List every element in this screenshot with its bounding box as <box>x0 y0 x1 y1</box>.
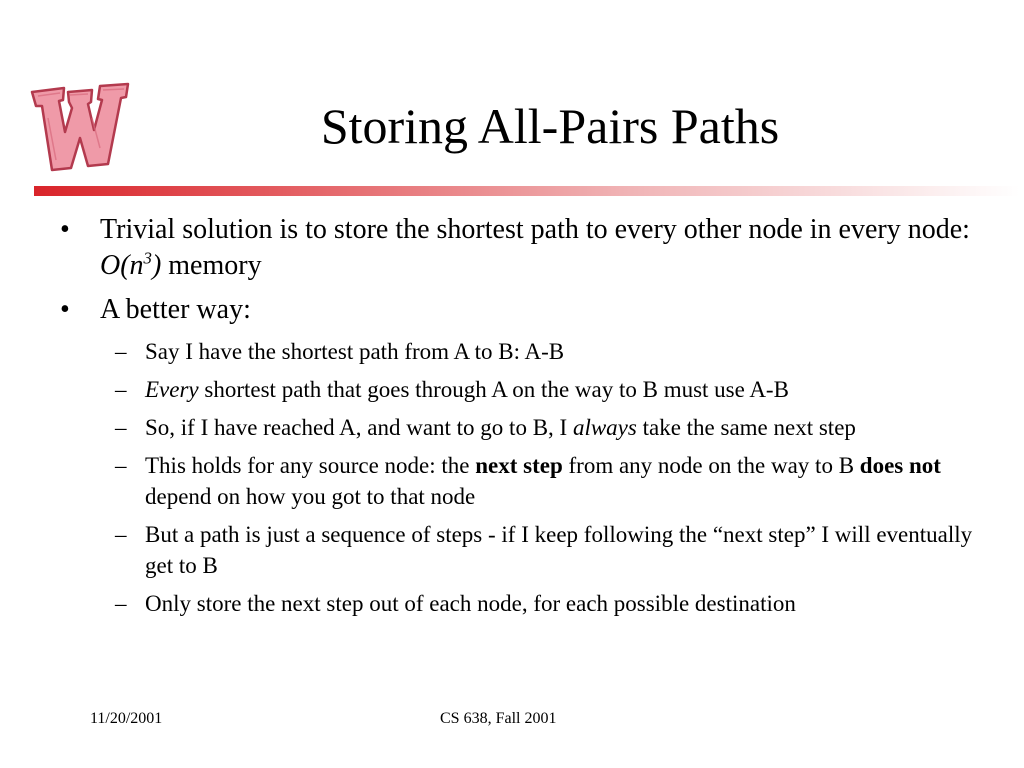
bullet-item <box>55 212 990 284</box>
slide-title: Storing All-Pairs Paths <box>320 98 780 154</box>
emphasis-text: always <box>572 415 637 440</box>
exponent: 3 <box>143 248 152 268</box>
slide-body <box>55 212 990 626</box>
bullet-item <box>55 292 990 328</box>
footer-date: 11/20/2001 <box>90 710 163 727</box>
sub-bullet-text: This holds for any source node: the <box>145 453 476 478</box>
bullet-text: A better way: <box>100 294 251 325</box>
bullet-marker: • <box>60 294 70 325</box>
sub-bullet-marker: – <box>115 415 127 440</box>
sub-bullet-text: Say I have the shortest path from A to B: A-B <box>145 339 565 364</box>
sub-bullet-item <box>55 336 990 367</box>
sub-bullet-text: But a path is just a sequence of steps - if I keep following the “next step” I will eventually get to B <box>145 522 973 578</box>
sub-bullet-item <box>55 412 990 443</box>
bold-text: next step <box>475 453 563 478</box>
sub-bullet-text: Only store the next step out of each node, for each possible destination <box>145 591 796 616</box>
sub-bullet-text-suffix: depend on how you got to that node <box>145 484 476 509</box>
sub-bullet-marker: – <box>115 339 127 364</box>
motion-w-logo-icon <box>30 78 130 178</box>
bullet-marker: • <box>60 214 70 245</box>
complexity-math: $O(n^3)$ <box>100 248 162 281</box>
footer-course: CS 638, Fall 2001 <box>440 710 557 727</box>
bold-text: does not <box>859 453 941 478</box>
sub-bullet-text: So, if I have reached A, and want to go to B, I <box>145 415 573 440</box>
emphasis-text: Every <box>145 377 199 402</box>
sub-bullet-text-middle: from any node on the way to B <box>562 453 860 478</box>
title-divider <box>34 186 1020 196</box>
bullet-text: Trivial solution is to store the shortest path to every other node in every node: <box>100 214 970 245</box>
sub-bullet-marker: – <box>115 591 127 616</box>
sub-bullet-item <box>55 519 990 581</box>
sub-bullet-item <box>55 588 990 619</box>
sub-bullet-item <box>55 450 990 512</box>
sub-bullet-marker: – <box>115 453 127 478</box>
sub-bullet-marker: – <box>115 377 127 402</box>
sub-bullet-marker: – <box>115 522 127 547</box>
bullet-text-suffix: memory <box>161 250 262 281</box>
sub-bullet-text-suffix: take the same next step <box>636 415 856 440</box>
sub-bullet-item <box>55 374 990 405</box>
sub-bullet-text: shortest path that goes through A on the way to B must use A-B <box>198 377 789 402</box>
